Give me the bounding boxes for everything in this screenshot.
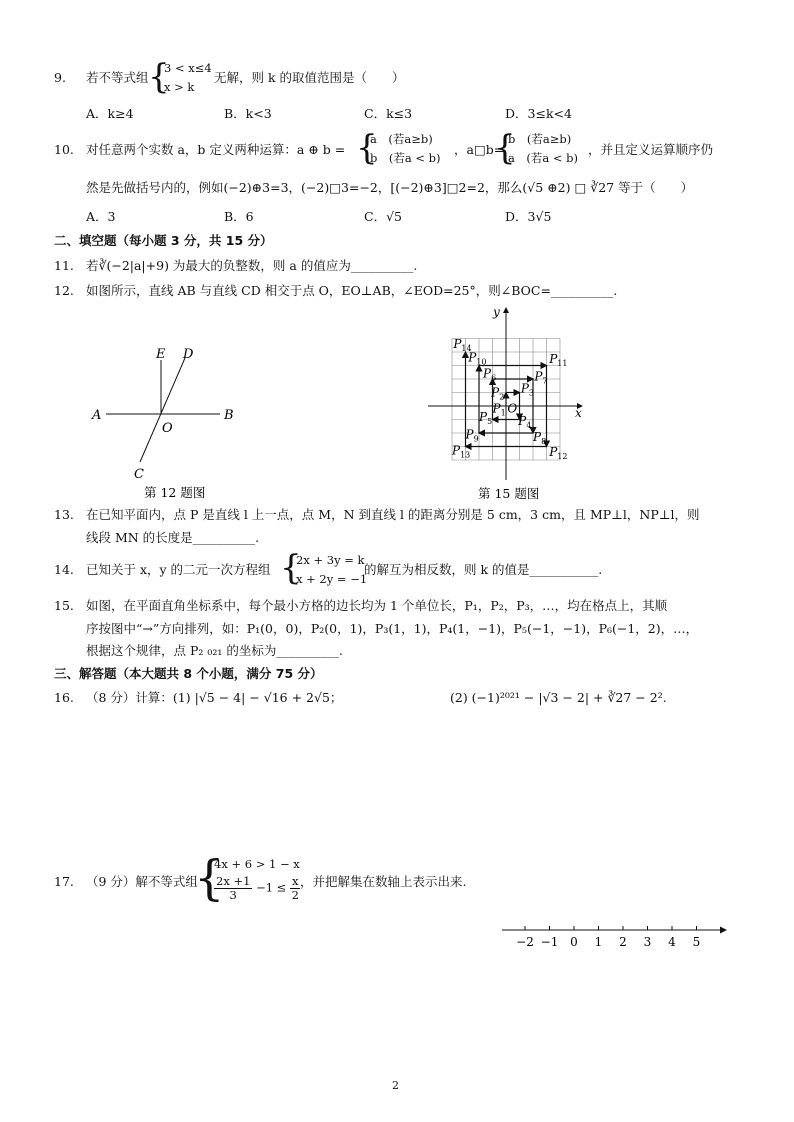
q14-brace: { — [280, 548, 302, 588]
q17-post: ，并把解集在数轴上表示出来. — [300, 874, 467, 889]
q15-line1: 如图，在平面直角坐标系中，每个最小方格的边长均为 1 个单位长，P₁，P₂，P₃，…，均在格点上，其顺 — [86, 598, 668, 613]
q17-pre: （9 分）解不等式组 — [86, 874, 198, 889]
number-line-label: 5 — [692, 935, 701, 949]
q15-line2: 序按图中“→”方向排列，如：P₁(0，0)，P₂(0，1)，P₃(1，1)，P₄(1，−1)，P₅(−1，−1)，P₆(−1，2)，…， — [86, 621, 699, 636]
point-label-p13: $P_{13}$ — [452, 443, 471, 460]
point-label-p12: $P_{12}$ — [549, 444, 568, 461]
point-label-p11: $P_{11}$ — [549, 351, 568, 368]
q17-frac2-den: 2 — [291, 888, 299, 902]
point-label-p5: $P_5$ — [479, 409, 493, 426]
q10-mid: ，a□b= — [454, 142, 505, 157]
y-axis-label: y — [493, 305, 500, 319]
number-line — [500, 918, 735, 952]
label-b: B — [224, 408, 234, 423]
q12-number: 12. — [54, 283, 74, 298]
number-line-label: 1 — [594, 935, 603, 949]
point-label-p9: $P_9$ — [465, 427, 479, 444]
q10-option-b: B．6 — [224, 209, 254, 224]
q16-part1: （8 分）计算：(1) |√5 − 4| − √16 + 2√5； — [86, 690, 343, 705]
number-line-label: 0 — [570, 935, 578, 949]
q15-number: 15. — [54, 598, 74, 613]
label-a: A — [92, 408, 102, 423]
point-label-p3: $P_3$ — [520, 381, 535, 398]
q9-pre: 若不等式组 — [86, 70, 149, 85]
line-cd — [140, 358, 185, 462]
q16-number: 16. — [54, 690, 74, 705]
q17-brace: { — [194, 850, 225, 906]
q10-op2-case2: a (若a < b) — [508, 151, 578, 165]
point-label-p7: $P_7$ — [534, 369, 548, 386]
q14-pre: 已知关于 x，y 的二元一次方程组 — [86, 562, 271, 577]
q9-brace: { — [148, 57, 170, 97]
q17-sys2 — [214, 875, 300, 902]
q17-mid: −1 ≤ — [256, 880, 287, 895]
label-o: O — [162, 421, 173, 436]
figure-12 — [80, 340, 260, 500]
number-line-label: 3 — [643, 935, 652, 949]
q17-number: 17. — [54, 874, 74, 889]
q14-sys1: 2x + 3y = k — [296, 553, 365, 567]
section-3-heading: 三、解答题（本大题共 8 个小题，满分 75 分） — [54, 666, 323, 681]
label-e: E — [156, 347, 166, 362]
number-line-label: 4 — [668, 935, 676, 949]
label-d: D — [183, 347, 194, 362]
label-c: C — [134, 467, 144, 482]
figure-15-caption: 第 15 题图 — [478, 486, 540, 501]
q9-option-b: B．k<3 — [224, 106, 272, 121]
q17-sys1: 4x + 6 > 1 − x — [214, 857, 300, 871]
point-label-p1: $P_1$ — [492, 401, 506, 418]
q10-line2: 然是先做括号内的，例如(−2)⊕3=3，(−2)□3=−2，[(−2)⊕3]□2=2，那么(√5 ⊕2) □ ∛27 等于（ ） — [86, 180, 694, 195]
q10-option-d: D．3√5 — [505, 209, 552, 224]
q14-number: 14. — [54, 562, 74, 577]
q10-post: ，并且定义运算顺序仍 — [588, 142, 714, 157]
q9-option-d: D．3≤k<4 — [505, 106, 572, 121]
q10-op1-case2: b (若a < b) — [370, 151, 441, 165]
point-label-p6: $P_6$ — [483, 366, 497, 383]
q9-option-a: A．k≥4 — [86, 106, 134, 121]
q14-sys2: x + 2y = −1 — [296, 572, 368, 586]
q15-line3: 根据这个规律，点 P₂ ₀₂₁ 的坐标为__________. — [86, 643, 343, 658]
q17-frac2-num: x — [291, 874, 299, 888]
point-label-p14: $P_{14}$ — [453, 336, 472, 353]
q10-op2-case1: b (若a≥b) — [508, 132, 572, 146]
q13-line2: 线段 MN 的长度是__________. — [86, 530, 260, 545]
point-label-o: O — [507, 401, 518, 416]
q10-brace-1: { — [356, 128, 378, 168]
q17-frac-num: 2x +1 — [216, 874, 251, 888]
q11-text: 若∛(−2|a|+9) 为最大的负整数，则 a 的值应为__________. — [86, 258, 418, 273]
section-2-heading: 二、填空题（每小题 3 分，共 15 分） — [54, 233, 273, 248]
q11-number: 11. — [54, 258, 74, 273]
q10-option-a: A．3 — [86, 209, 116, 224]
figure-12-caption: 第 12 题图 — [144, 485, 206, 500]
point-label-p8: $P_8$ — [533, 430, 547, 447]
q10-pre: 对任意两个实数 a，b 定义两种运算：a ⊕ b = — [86, 142, 346, 157]
page-number: 2 — [392, 1079, 399, 1092]
x-axis-label: x — [575, 406, 582, 420]
q10-op1-case1: a (若a≥b) — [370, 132, 433, 146]
q10-option-c: C．√5 — [364, 209, 402, 224]
q9-option-c: C．k≤3 — [364, 106, 413, 121]
q12-text: 如图所示，直线 AB 与直线 CD 相交于点 O，EO⊥AB，∠EOD=25°，则∠BOC=__________. — [86, 283, 618, 298]
q9-sys2: x > k — [164, 80, 195, 94]
q10-number: 10. — [54, 142, 74, 157]
q9-number: 9. — [54, 70, 66, 85]
number-line-label: −1 — [540, 935, 559, 949]
q13-line1: 在已知平面内，点 P 是直线 l 上一点，点 M，N 到直线 l 的距离分别是 5 cm，3 cm，且 MP⊥l，NP⊥l，则 — [86, 507, 700, 522]
q17-frac-den: 3 — [229, 888, 237, 902]
q14-post: 的解互为相反数，则 k 的值是___________. — [364, 562, 603, 577]
point-label-p4: $P_4$ — [518, 413, 532, 430]
point-label-p10: $P_{10}$ — [468, 350, 487, 367]
q10-brace-2: { — [494, 128, 516, 168]
q16-part2: (2) (−1)²⁰²¹ − |√3 − 2| + ∛27 − 2². — [450, 690, 667, 705]
q9-post: 无解，则 k 的取值范围是（ ） — [214, 70, 405, 85]
q13-number: 13. — [54, 507, 74, 522]
number-line-label: −2 — [516, 935, 534, 949]
q9-sys1: 3 < x≤4 — [164, 61, 212, 75]
number-line-label: 2 — [619, 935, 627, 949]
point-label-p2: $P_2$ — [491, 385, 505, 402]
figure-15 — [420, 300, 600, 505]
